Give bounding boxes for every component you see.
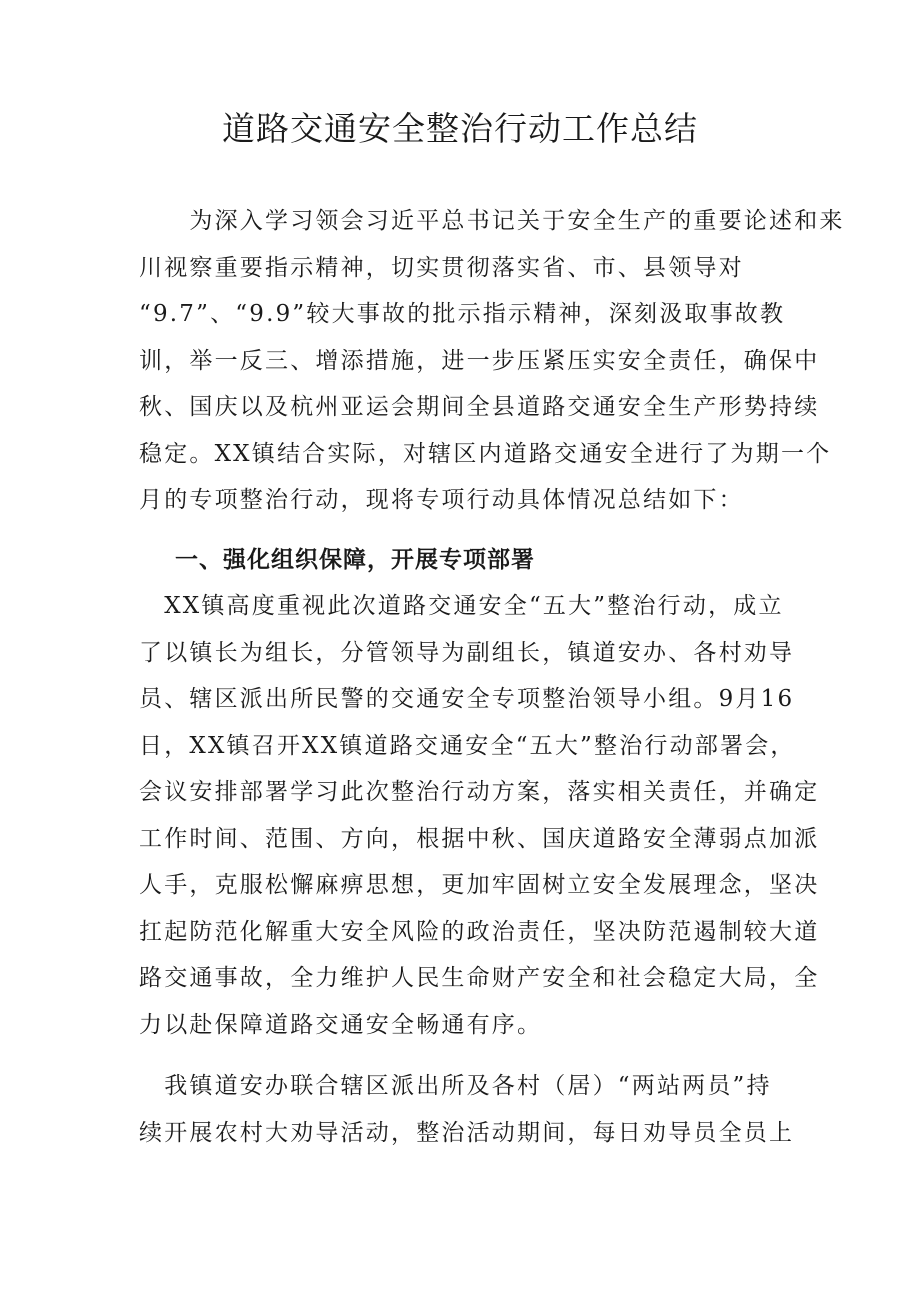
- text-line: 为深入学习领会习近平总书记关于安全生产的重要论述和来: [139, 208, 845, 234]
- text-line: 了以镇长为组长，分管领导为副组长，镇道安办、各村劝导: [139, 639, 795, 666]
- text-line: 川视察重要指示精神，切实贯彻落实省、市、县领导对: [139, 254, 744, 281]
- text-line: 会议安排部署学习此次整治行动方案，落实相关责任，并确定: [139, 779, 820, 805]
- text-line: “9.7”、“9.9”较大事故的批示指示精神，深刻汲取事故教: [139, 301, 786, 327]
- text-line: 续开展农村大劝导活动，整治活动期间，每日劝导员全员上: [139, 1119, 795, 1146]
- text-line: XX镇高度重视此次道路交通安全“五大”整治行动，成立: [139, 593, 784, 619]
- paragraph-intro: [139, 198, 845, 524]
- text-line: 员、辖区派出所民警的交通安全专项整治领导小组。9月16: [139, 686, 795, 712]
- paragraph-section1-body: [139, 583, 820, 1048]
- text-line: 日，XX镇召开XX镇道路交通安全“五大”整治行动部署会，: [139, 732, 796, 759]
- text-line: 工作时间、范围、方向，根据中秋、国庆道路安全薄弱点加派: [139, 825, 820, 852]
- text-line: 训，举一反三、增添措施，进一步压紧压实安全责任，确保中: [139, 347, 820, 374]
- text-line: 秋、国庆以及杭州亚运会期间全县道路交通安全生产形势持续: [139, 394, 820, 420]
- text-line: 人手，克服松懈麻痹思想，更加牢固树立安全发展理念，坚决: [139, 872, 820, 898]
- text-line: 月的专项整治行动，现将专项行动具体情况总结如下：: [139, 487, 744, 513]
- paragraph-section1-continued: [139, 1063, 795, 1156]
- text-line: 稳定。XX镇结合实际，对辖区内道路交通安全进行了为期一个: [139, 440, 832, 467]
- section-heading-1: 一、强化组织保障，开展专项部署: [175, 547, 535, 573]
- text-line: 扛起防范化解重大安全风险的政治责任，坚决防范遏制较大道: [139, 918, 820, 945]
- text-line: 我镇道安办联合辖区派出所及各村（居）“两站两员”持: [139, 1073, 772, 1099]
- text-line: 路交通事故，全力维护人民生命财产安全和社会稳定大局，全: [139, 965, 820, 991]
- text-line: 力以赴保障道路交通安全畅通有序。: [139, 1011, 543, 1038]
- document-title: 道路交通安全整治行动工作总结: [222, 109, 698, 148]
